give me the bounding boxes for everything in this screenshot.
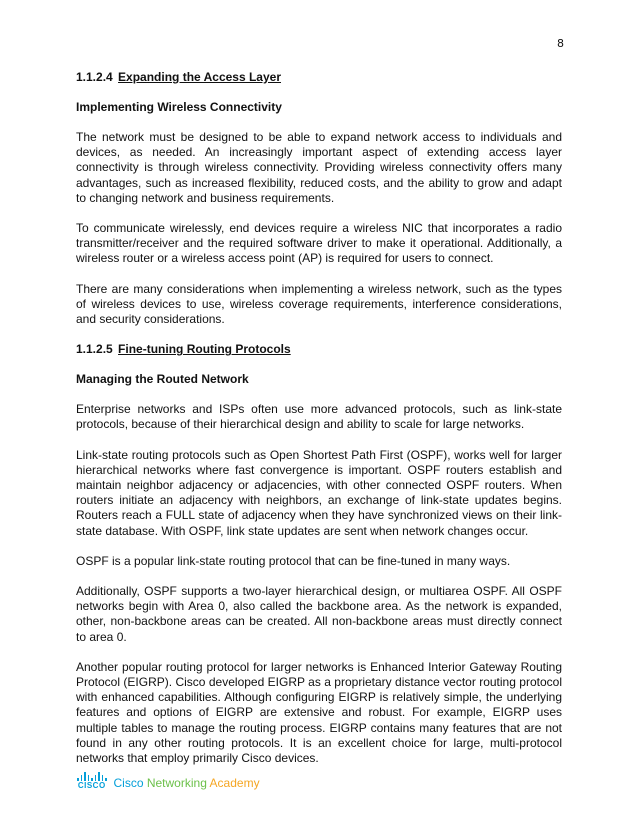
subheading-wireless-connectivity: Implementing Wireless Connectivity [76,100,282,114]
paragraph: The network must be designed to be able to expand network access to individuals and devices, as needed. An increasingly important aspect of extending access layer connectivity is through wireless connectivity. Providing wireless connectivity offers many advantages, such as increased flexibility, reduced costs, and the ability to grow and adapt to changing network and business requirements. [76,130,562,205]
section-title: Fine-tuning Routing Protocols [118,342,291,357]
paragraph: Another popular routing protocol for larger networks is Enhanced Interior Gateway Routing Protocol (EIGRP). Cisco developed EIGRP as a proprietary distance vector routing protocol with enhanced capabilities. Although configuring EIGRP is relatively simple, the underlying features and options of EIGRP are extensive and robust. For example, EIGRP uses multiple tables to manage the routing process. EIGRP contains many features that are not found in any other routing protocols. It is an excellent choice for large, multi-protocol networks that employ primarily Cisco devices. [76,659,562,766]
section-heading-expanding-access-layer [76,70,562,85]
paragraph: Additionally, OSPF supports a two-layer hierarchical design, or multiarea OSPF. All OSPF networks begin with Area 0, also called the backbone area. As the network is expanded, other, non-backbone areas can be created. All non-backbone areas must directly connect to area 0. [76,584,562,644]
section-title: Expanding the Access Layer [118,70,281,84]
subheading-managing-routed-network: Managing the Routed Network [76,372,249,387]
academy-word-academy: Academy [209,776,260,790]
section-number: 1.1.2.5 [76,342,113,357]
paragraph: Link-state routing protocols such as Open Shortest Path First (OSPF), works well for larger hierarchical networks where fast convergence is important. OSPF routers establish and maintain neighbor adjacency or adjacencies, with other connected OSPF routers. When routers initiate an adjacency with neighbors, an exchange of link-state updates begins. Routers reach a FULL state of adjacency when they have synchronized views on their link-state database. With OSPF, link state updates are sent when network changes occur. [76,447,562,538]
academy-word-cisco: Cisco [113,776,147,790]
cisco-logo-icon [77,772,107,790]
paragraph: There are many considerations when implementing a wireless network, such as the types of wireless devices to use, wireless coverage requirements, interference considerations, and security considerations. [76,281,562,327]
document-body [76,70,562,781]
section-heading-fine-tuning-routing [76,342,562,357]
page-number: 8 [557,37,564,50]
section-number: 1.1.2.4 [76,70,113,84]
academy-word-networking: Networking [146,776,210,790]
paragraph: OSPF is a popular link-state routing protocol that can be fine-tuned in many ways. [76,553,511,568]
cisco-networking-academy-logo [77,772,260,790]
academy-wordmark [114,776,260,790]
paragraph: To communicate wirelessly, end devices require a wireless NIC that incorporates a radio transmitter/receiver and the required software driver to make it operational. Additionally, a wireless router or a wireless access point (AP) is required for users to connect. [76,221,562,266]
paragraph: Enterprise networks and ISPs often use more advanced protocols, such as link-state protocols, because of their hierarchical design and ability to scale for large networks. [76,402,562,432]
cisco-bars-icon [77,772,107,781]
cisco-wordmark: CISCO [77,781,106,790]
